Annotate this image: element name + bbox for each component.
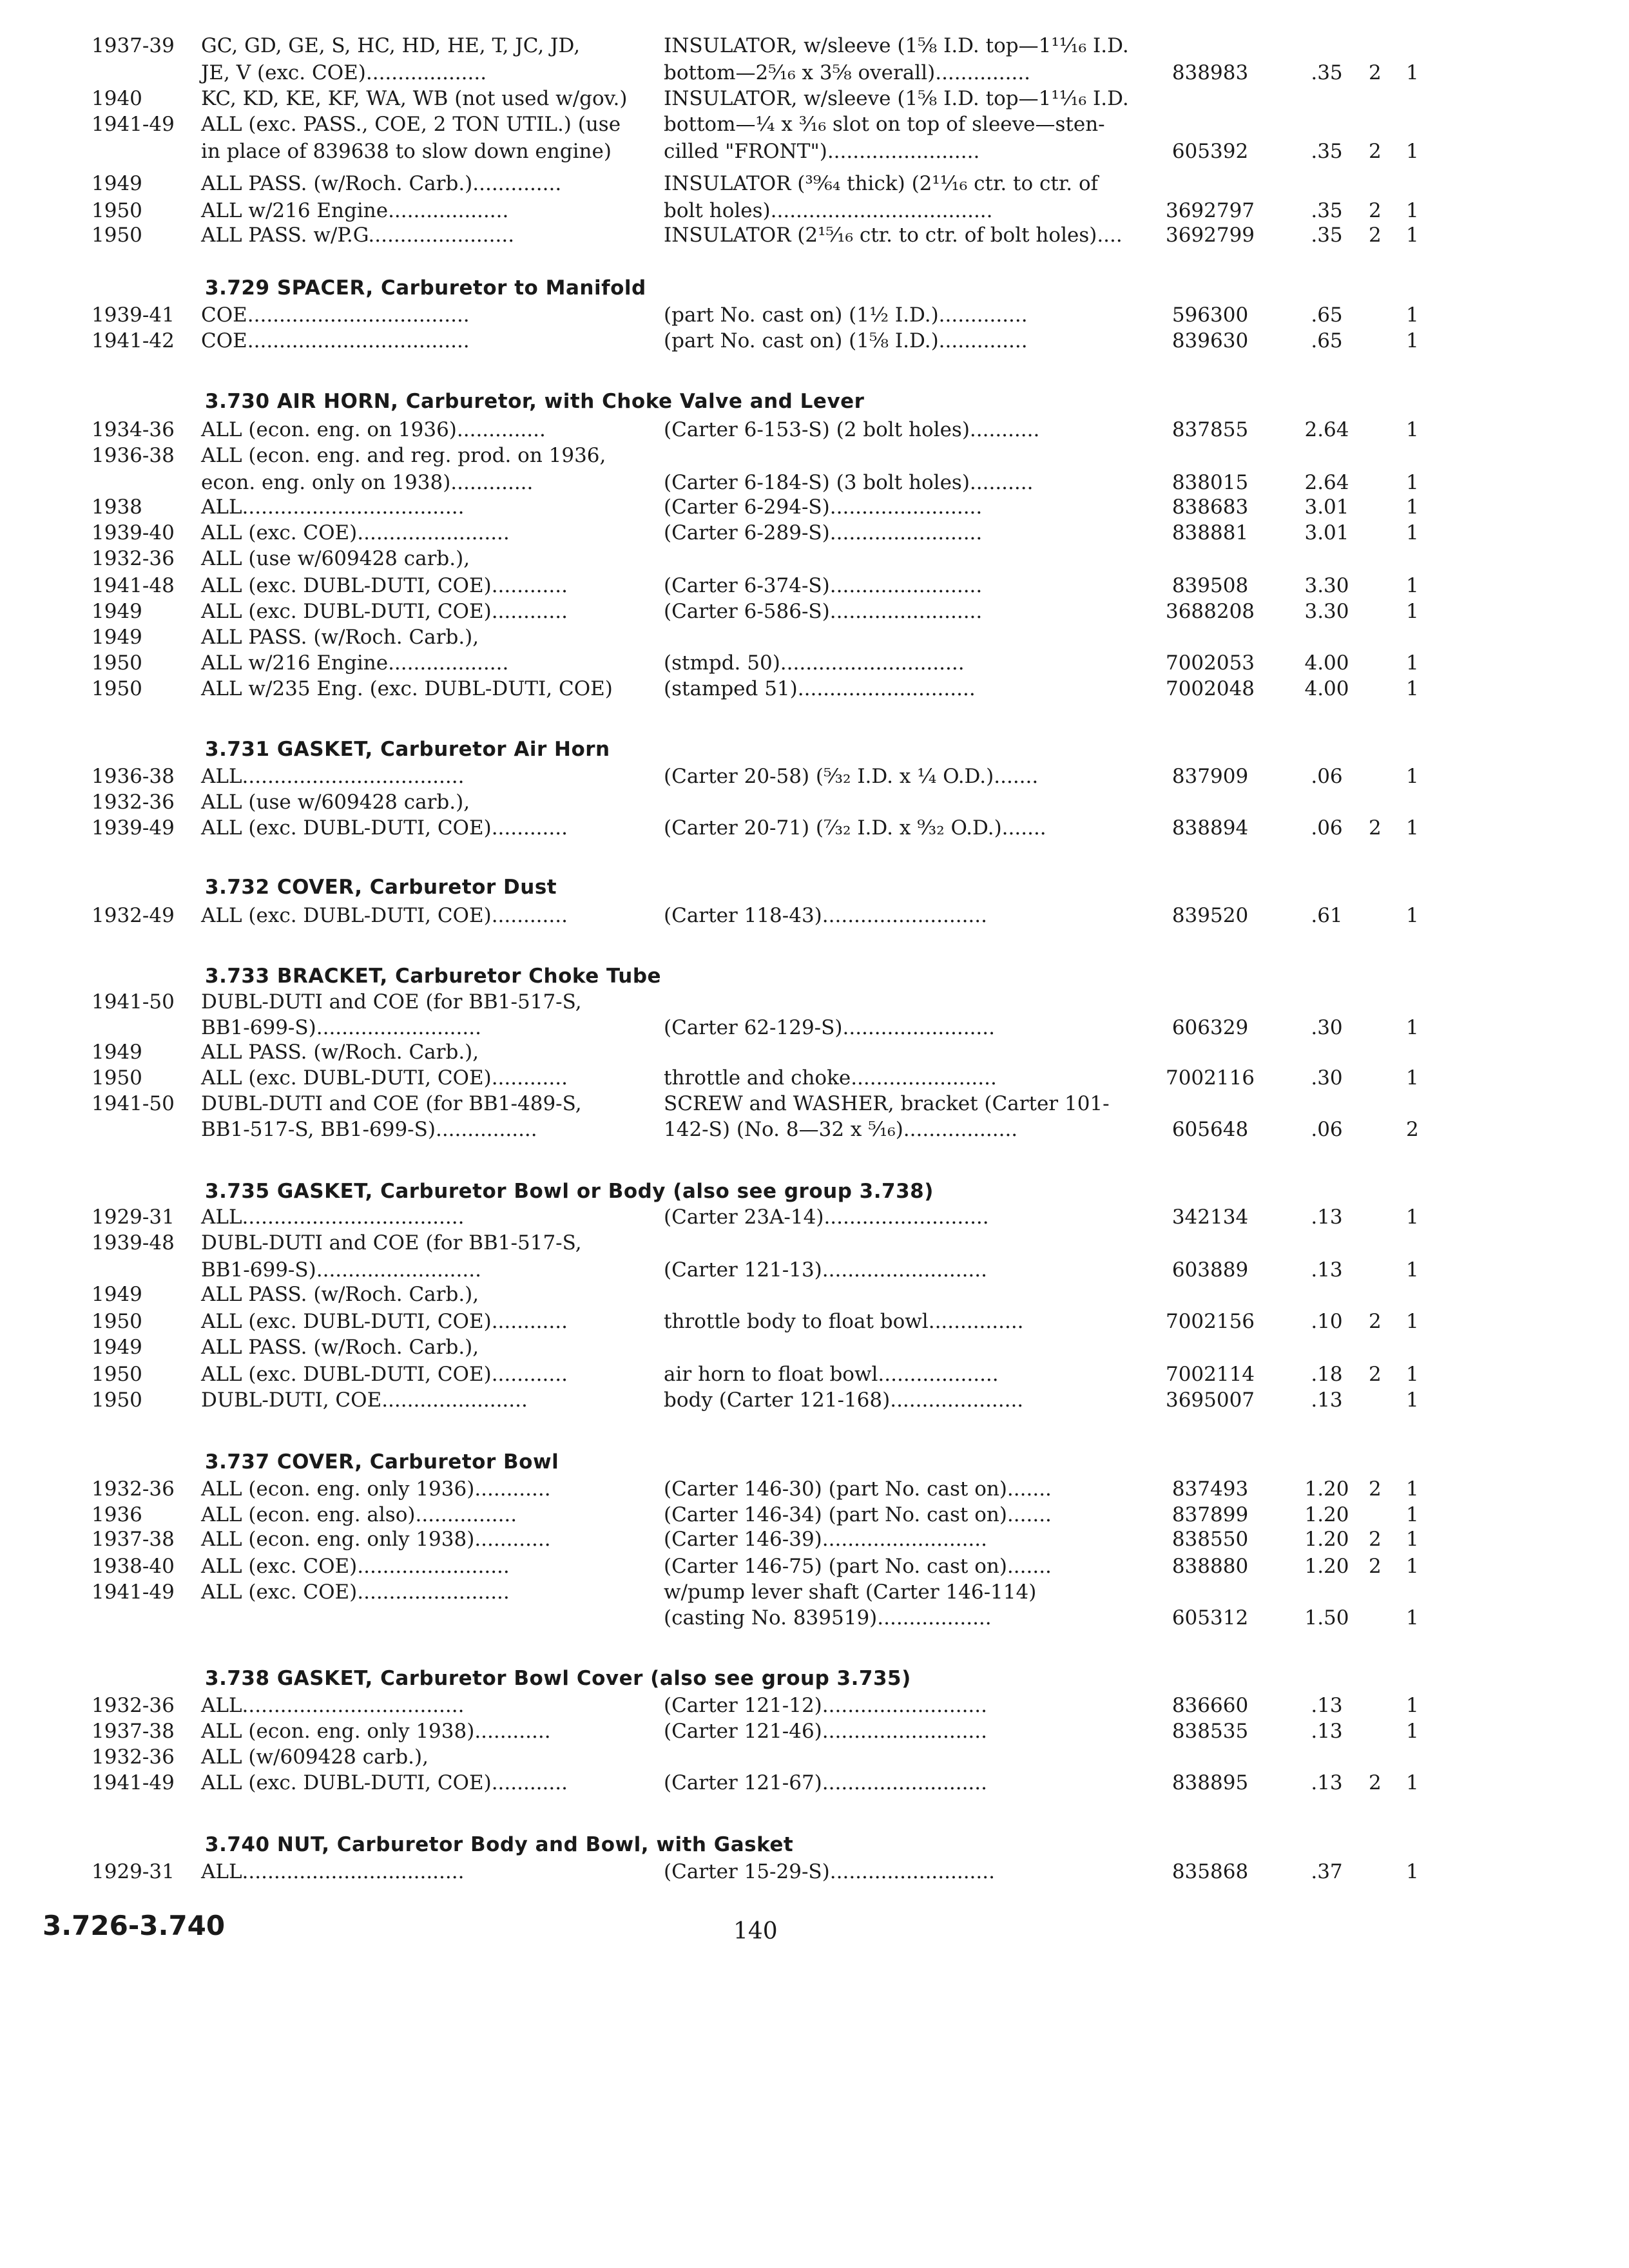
part-number: 839630	[1171, 329, 1249, 352]
pack-quantity: 2	[1369, 199, 1382, 222]
year-range: 1941-50	[92, 1092, 175, 1115]
list-price: .35	[1311, 224, 1343, 247]
part-description: (Carter 23A-14)..........................	[664, 1206, 989, 1229]
part-description: (Carter 146-34) (part No. cast on).......	[664, 1503, 1052, 1526]
unit-quantity: 2	[1406, 1118, 1419, 1141]
unit-quantity: 1	[1406, 1503, 1419, 1526]
unit-quantity: 1	[1406, 471, 1419, 494]
part-description: (Carter 121-12)..........................	[664, 1694, 987, 1717]
list-price: 1.20	[1304, 1555, 1349, 1578]
application: ALL (exc. DUBL-DUTI, COE)............	[201, 1066, 568, 1090]
pack-quantity: 2	[1369, 816, 1382, 840]
year-range: 1938	[92, 495, 142, 519]
unit-quantity: 1	[1406, 904, 1419, 927]
application: ALL (econ. eng. and reg. prod. on 1936,	[201, 444, 606, 467]
page-number: 140	[733, 1918, 778, 1945]
list-price: 2.64	[1304, 418, 1349, 441]
footer-section-range: 3.726-3.740	[43, 1910, 226, 1941]
group-heading: 3.737 COVER, Carburetor Bowl	[205, 1450, 559, 1474]
application: ALL...................................	[201, 765, 465, 788]
list-price: .37	[1311, 1860, 1343, 1883]
list-price: 1.50	[1304, 1606, 1349, 1629]
unit-quantity: 1	[1406, 651, 1419, 675]
list-price: .35	[1311, 61, 1343, 84]
application: ALL (use w/609428 carb.),	[201, 547, 470, 570]
group-heading: 3.733 BRACKET, Carburetor Choke Tube	[205, 965, 662, 988]
year-range: 1941-48	[92, 574, 175, 597]
part-description: (Carter 146-39)..........................	[664, 1528, 987, 1551]
application: in place of 839638 to slow down engine)	[201, 140, 612, 163]
part-description: air horn to float bowl...................	[664, 1363, 999, 1386]
unit-quantity: 1	[1406, 765, 1419, 788]
application: ALL (exc. DUBL-DUTI, COE)............	[201, 574, 568, 597]
year-range: 1937-38	[92, 1528, 175, 1551]
group-heading: 3.730 AIR HORN, Carburetor, with Choke Valve and Lever	[205, 390, 865, 413]
part-description: (stmpd. 50).............................	[664, 651, 965, 675]
part-number: 836660	[1171, 1694, 1249, 1717]
group-heading: 3.729 SPACER, Carburetor to Manifold	[205, 276, 646, 300]
part-description: (Carter 6-153-S) (2 bolt holes)...........	[664, 418, 1040, 441]
list-price: .13	[1311, 1694, 1343, 1717]
application: ALL w/216 Engine...................	[201, 651, 509, 675]
year-range: 1932-36	[92, 547, 175, 570]
part-number: 3688208	[1165, 600, 1255, 623]
unit-quantity: 1	[1406, 495, 1419, 519]
part-number: 7002114	[1165, 1363, 1255, 1386]
part-description: (Carter 6-289-S)........................	[664, 521, 983, 544]
unit-quantity: 1	[1406, 61, 1419, 84]
part-number: 837899	[1171, 1503, 1249, 1526]
list-price: .35	[1311, 140, 1343, 163]
part-description: (Carter 6-374-S)........................	[664, 574, 983, 597]
list-price: .13	[1311, 1771, 1343, 1794]
year-range: 1941-49	[92, 1581, 175, 1604]
application: ALL PASS. (w/Roch. Carb.),	[201, 1041, 479, 1064]
year-range: 1950	[92, 224, 142, 247]
unit-quantity: 1	[1406, 1860, 1419, 1883]
part-number: 7002048	[1165, 677, 1255, 700]
list-price: .06	[1311, 765, 1343, 788]
part-description: w/pump lever shaft (Carter 146-114)	[664, 1581, 1037, 1604]
group-heading: 3.738 GASKET, Carburetor Bowl Cover (also see group 3.735)	[205, 1667, 911, 1690]
pack-quantity: 2	[1369, 1477, 1382, 1501]
application: ALL (w/609428 carb.),	[201, 1745, 429, 1769]
part-description: cilled "FRONT")........................	[664, 140, 980, 163]
application: BB1-517-S, BB1-699-S)................	[201, 1118, 537, 1141]
group-heading: 3.731 GASKET, Carburetor Air Horn	[205, 738, 610, 761]
part-description: (Carter 6-184-S) (3 bolt holes)..........	[664, 471, 1034, 494]
part-description: (casting No. 839519)..................	[664, 1606, 992, 1629]
application: ALL (exc. DUBL-DUTI, COE)............	[201, 1310, 568, 1333]
application: COE...................................	[201, 303, 470, 327]
list-price: .10	[1311, 1310, 1343, 1333]
group-heading: 3.740 NUT, Carburetor Body and Bowl, with Gasket	[205, 1833, 794, 1856]
application: ALL (econ. eng. only 1938)............	[201, 1720, 551, 1743]
unit-quantity: 1	[1406, 521, 1419, 544]
year-range: 1934-36	[92, 418, 175, 441]
part-description: (Carter 121-46)..........................	[664, 1720, 987, 1743]
part-number: 838015	[1171, 471, 1249, 494]
year-range: 1932-36	[92, 791, 175, 814]
year-range: 1949	[92, 1336, 142, 1359]
part-number: 839508	[1171, 574, 1249, 597]
unit-quantity: 1	[1406, 1363, 1419, 1386]
year-range: 1939-40	[92, 521, 175, 544]
part-description: 142-S) (No. 8—32 x ⁵⁄₁₆)..................	[664, 1118, 1018, 1141]
year-range: 1950	[92, 199, 142, 222]
unit-quantity: 1	[1406, 418, 1419, 441]
unit-quantity: 1	[1406, 1528, 1419, 1551]
application: ALL (use w/609428 carb.),	[201, 791, 470, 814]
part-description: (stamped 51)............................	[664, 677, 976, 700]
application: DUBL-DUTI, COE.......................	[201, 1389, 528, 1412]
year-range: 1949	[92, 172, 142, 195]
part-number: 838550	[1171, 1528, 1249, 1551]
application: ALL (exc. COE)........................	[201, 1581, 510, 1604]
application: ALL (econ. eng. only 1938)............	[201, 1528, 551, 1551]
list-price: 1.20	[1304, 1528, 1349, 1551]
year-range: 1938-40	[92, 1555, 175, 1578]
list-price: 4.00	[1304, 677, 1349, 700]
application: GC, GD, GE, S, HC, HD, HE, T, JC, JD,	[201, 34, 581, 57]
year-range: 1936-38	[92, 765, 175, 788]
unit-quantity: 1	[1406, 140, 1419, 163]
list-price: .06	[1311, 816, 1343, 840]
application: ALL (econ. eng. only 1936)............	[201, 1477, 551, 1501]
application: ALL (exc. COE)........................	[201, 1555, 510, 1578]
part-number: 3692797	[1165, 199, 1255, 222]
part-description: (Carter 146-30) (part No. cast on).......	[664, 1477, 1052, 1501]
part-number: 7002116	[1165, 1066, 1255, 1090]
part-number: 838880	[1171, 1555, 1249, 1578]
application: ALL (exc. DUBL-DUTI, COE)............	[201, 600, 568, 623]
unit-quantity: 1	[1406, 816, 1419, 840]
application: ALL...................................	[201, 1206, 465, 1229]
application: ALL w/235 Eng. (exc. DUBL-DUTI, COE)	[201, 677, 613, 700]
part-number: 7002156	[1165, 1310, 1255, 1333]
part-description: (Carter 20-71) (⁷⁄₃₂ I.D. x ⁹⁄₃₂ O.D.).......	[664, 816, 1046, 840]
part-number: 603889	[1171, 1258, 1249, 1282]
list-price: .18	[1311, 1363, 1343, 1386]
list-price: 3.01	[1304, 495, 1349, 519]
list-price: 2.64	[1304, 471, 1349, 494]
application: DUBL-DUTI and COE (for BB1-489-S,	[201, 1092, 582, 1115]
part-number: 342134	[1171, 1206, 1249, 1229]
part-number: 838535	[1171, 1720, 1249, 1743]
application: ALL PASS. (w/Roch. Carb.),	[201, 1336, 479, 1359]
year-range: 1939-49	[92, 816, 175, 840]
pack-quantity: 2	[1369, 1555, 1382, 1578]
list-price: .13	[1311, 1389, 1343, 1412]
part-description: (Carter 146-75) (part No. cast on).......	[664, 1555, 1052, 1578]
application: ALL w/216 Engine...................	[201, 199, 509, 222]
list-price: 4.00	[1304, 651, 1349, 675]
year-range: 1950	[92, 1363, 142, 1386]
year-range: 1939-41	[92, 303, 175, 327]
part-description: (Carter 20-58) (⁵⁄₃₂ I.D. x ¼ O.D.).......	[664, 765, 1039, 788]
part-number: 838983	[1171, 61, 1249, 84]
part-description: bottom—2⁵⁄₁₆ x 3⅝ overall)...............	[664, 61, 1031, 84]
part-number: 606329	[1171, 1016, 1249, 1039]
part-description: (Carter 121-67)..........................	[664, 1771, 987, 1794]
part-number: 3695007	[1165, 1389, 1255, 1412]
part-description: (Carter 118-43)..........................	[664, 904, 987, 927]
application: JE, V (exc. COE)...................	[201, 61, 487, 84]
list-price: .61	[1311, 904, 1343, 927]
part-description: throttle and choke.......................	[664, 1066, 997, 1090]
pack-quantity: 2	[1369, 140, 1382, 163]
part-number: 835868	[1171, 1860, 1249, 1883]
unit-quantity: 1	[1406, 1477, 1419, 1501]
application: ALL PASS. (w/Roch. Carb.),	[201, 626, 479, 649]
application: ALL PASS. w/P.G.......................	[201, 224, 515, 247]
pack-quantity: 2	[1369, 1528, 1382, 1551]
part-description: bottom—¼ x ³⁄₁₆ slot on top of sleeve—sten-	[664, 113, 1105, 136]
list-price: 1.20	[1304, 1477, 1349, 1501]
part-description: INSULATOR (³⁹⁄₆₄ thick) (2¹¹⁄₁₆ ctr. to ctr. of	[664, 172, 1099, 195]
year-range: 1936	[92, 1503, 142, 1526]
application: ALL (econ. eng. on 1936)..............	[201, 418, 546, 441]
list-price: .30	[1311, 1066, 1343, 1090]
application: ALL...................................	[201, 495, 465, 519]
part-description: (part No. cast on) (1½ I.D.)..............	[664, 303, 1028, 327]
list-price: 3.30	[1304, 600, 1349, 623]
unit-quantity: 1	[1406, 1720, 1419, 1743]
year-range: 1939-48	[92, 1231, 175, 1254]
pack-quantity: 2	[1369, 1310, 1382, 1333]
list-price: .13	[1311, 1720, 1343, 1743]
part-number: 837493	[1171, 1477, 1249, 1501]
part-description: (Carter 6-586-S)........................	[664, 600, 983, 623]
unit-quantity: 1	[1406, 1310, 1419, 1333]
year-range: 1950	[92, 1066, 142, 1090]
pack-quantity: 2	[1369, 1363, 1382, 1386]
application: BB1-699-S)..........................	[201, 1016, 481, 1039]
part-description: (Carter 121-13)..........................	[664, 1258, 987, 1282]
part-number: 838881	[1171, 521, 1249, 544]
year-range: 1940	[92, 87, 142, 110]
application: ALL PASS. (w/Roch. Carb.)..............	[201, 172, 562, 195]
pack-quantity: 2	[1369, 224, 1382, 247]
unit-quantity: 1	[1406, 1389, 1419, 1412]
list-price: .65	[1311, 329, 1343, 352]
application: ALL (econ. eng. also)................	[201, 1503, 517, 1526]
list-price: 3.01	[1304, 521, 1349, 544]
application: ALL (exc. PASS., COE, 2 TON UTIL.) (use	[201, 113, 621, 136]
unit-quantity: 1	[1406, 199, 1419, 222]
pack-quantity: 2	[1369, 1771, 1382, 1794]
year-range: 1941-42	[92, 329, 175, 352]
unit-quantity: 1	[1406, 1694, 1419, 1717]
year-range: 1936-38	[92, 444, 175, 467]
part-number: 838895	[1171, 1771, 1249, 1794]
unit-quantity: 1	[1406, 1206, 1419, 1229]
unit-quantity: 1	[1406, 1066, 1419, 1090]
year-range: 1929-31	[92, 1206, 175, 1229]
application: ALL...................................	[201, 1860, 465, 1883]
list-price: .13	[1311, 1206, 1343, 1229]
part-number: 3692799	[1165, 224, 1255, 247]
part-number: 605648	[1171, 1118, 1249, 1141]
unit-quantity: 1	[1406, 1258, 1419, 1282]
list-price: .65	[1311, 303, 1343, 327]
part-description: INSULATOR, w/sleeve (1⅝ I.D. top—1¹¹⁄₁₆ I.D.	[664, 34, 1129, 57]
part-description: (Carter 62-129-S)........................	[664, 1016, 995, 1039]
application: ALL (exc. COE)........................	[201, 521, 510, 544]
part-description: (part No. cast on) (1⅝ I.D.)..............	[664, 329, 1028, 352]
application: ALL (exc. DUBL-DUTI, COE)............	[201, 904, 568, 927]
application: ALL (exc. DUBL-DUTI, COE)............	[201, 1363, 568, 1386]
year-range: 1941-50	[92, 990, 175, 1014]
unit-quantity: 1	[1406, 303, 1419, 327]
part-number: 605312	[1171, 1606, 1249, 1629]
part-description: (Carter 15-29-S)..........................	[664, 1860, 995, 1883]
part-number: 596300	[1171, 303, 1249, 327]
unit-quantity: 1	[1406, 677, 1419, 700]
year-range: 1932-36	[92, 1745, 175, 1769]
application: KC, KD, KE, KF, WA, WB (not used w/gov.)	[201, 87, 628, 110]
year-range: 1950	[92, 1310, 142, 1333]
year-range: 1932-36	[92, 1477, 175, 1501]
year-range: 1949	[92, 626, 142, 649]
list-price: 1.20	[1304, 1503, 1349, 1526]
unit-quantity: 1	[1406, 600, 1419, 623]
list-price: .06	[1311, 1118, 1343, 1141]
unit-quantity: 1	[1406, 1555, 1419, 1578]
year-range: 1950	[92, 677, 142, 700]
year-range: 1932-36	[92, 1694, 175, 1717]
group-heading: 3.732 COVER, Carburetor Dust	[205, 876, 557, 899]
list-price: 3.30	[1304, 574, 1349, 597]
year-range: 1941-49	[92, 1771, 175, 1794]
application: COE...................................	[201, 329, 470, 352]
part-description: throttle body to float bowl...............	[664, 1310, 1024, 1333]
unit-quantity: 1	[1406, 224, 1419, 247]
part-number: 838683	[1171, 495, 1249, 519]
unit-quantity: 1	[1406, 574, 1419, 597]
part-number: 837909	[1171, 765, 1249, 788]
application: BB1-699-S)..........................	[201, 1258, 481, 1282]
unit-quantity: 1	[1406, 1606, 1419, 1629]
year-range: 1950	[92, 651, 142, 675]
application: ALL PASS. (w/Roch. Carb.),	[201, 1283, 479, 1306]
list-price: .35	[1311, 199, 1343, 222]
list-price: .13	[1311, 1258, 1343, 1282]
year-range: 1950	[92, 1389, 142, 1412]
application: ALL (exc. DUBL-DUTI, COE)............	[201, 1771, 568, 1794]
part-description: body (Carter 121-168).....................	[664, 1389, 1024, 1412]
application: ALL...................................	[201, 1694, 465, 1717]
application: ALL (exc. DUBL-DUTI, COE)............	[201, 816, 568, 840]
year-range: 1949	[92, 1283, 142, 1306]
unit-quantity: 1	[1406, 1016, 1419, 1039]
part-description: (Carter 6-294-S)........................	[664, 495, 983, 519]
part-number: 837855	[1171, 418, 1249, 441]
year-range: 1932-49	[92, 904, 175, 927]
year-range: 1949	[92, 600, 142, 623]
part-number: 839520	[1171, 904, 1249, 927]
part-description: INSULATOR, w/sleeve (1⅝ I.D. top—1¹¹⁄₁₆ I.D.	[664, 87, 1129, 110]
year-range: 1937-38	[92, 1720, 175, 1743]
application: DUBL-DUTI and COE (for BB1-517-S,	[201, 1231, 582, 1254]
part-number: 605392	[1171, 140, 1249, 163]
part-description: INSULATOR (2¹⁵⁄₁₆ ctr. to ctr. of bolt holes)....	[664, 224, 1123, 247]
application: econ. eng. only on 1938).............	[201, 471, 534, 494]
year-range: 1937-39	[92, 34, 175, 57]
year-range: 1941-49	[92, 113, 175, 136]
list-price: .30	[1311, 1016, 1343, 1039]
year-range: 1929-31	[92, 1860, 175, 1883]
application: DUBL-DUTI and COE (for BB1-517-S,	[201, 990, 582, 1014]
group-heading: 3.735 GASKET, Carburetor Bowl or Body (also see group 3.738)	[205, 1180, 934, 1203]
part-number: 838894	[1171, 816, 1249, 840]
unit-quantity: 1	[1406, 1771, 1419, 1794]
part-number: 7002053	[1165, 651, 1255, 675]
unit-quantity: 1	[1406, 329, 1419, 352]
year-range: 1949	[92, 1041, 142, 1064]
part-description: bolt holes)...................................	[664, 199, 993, 222]
part-description: SCREW and WASHER, bracket (Carter 101-	[664, 1092, 1110, 1115]
pack-quantity: 2	[1369, 61, 1382, 84]
